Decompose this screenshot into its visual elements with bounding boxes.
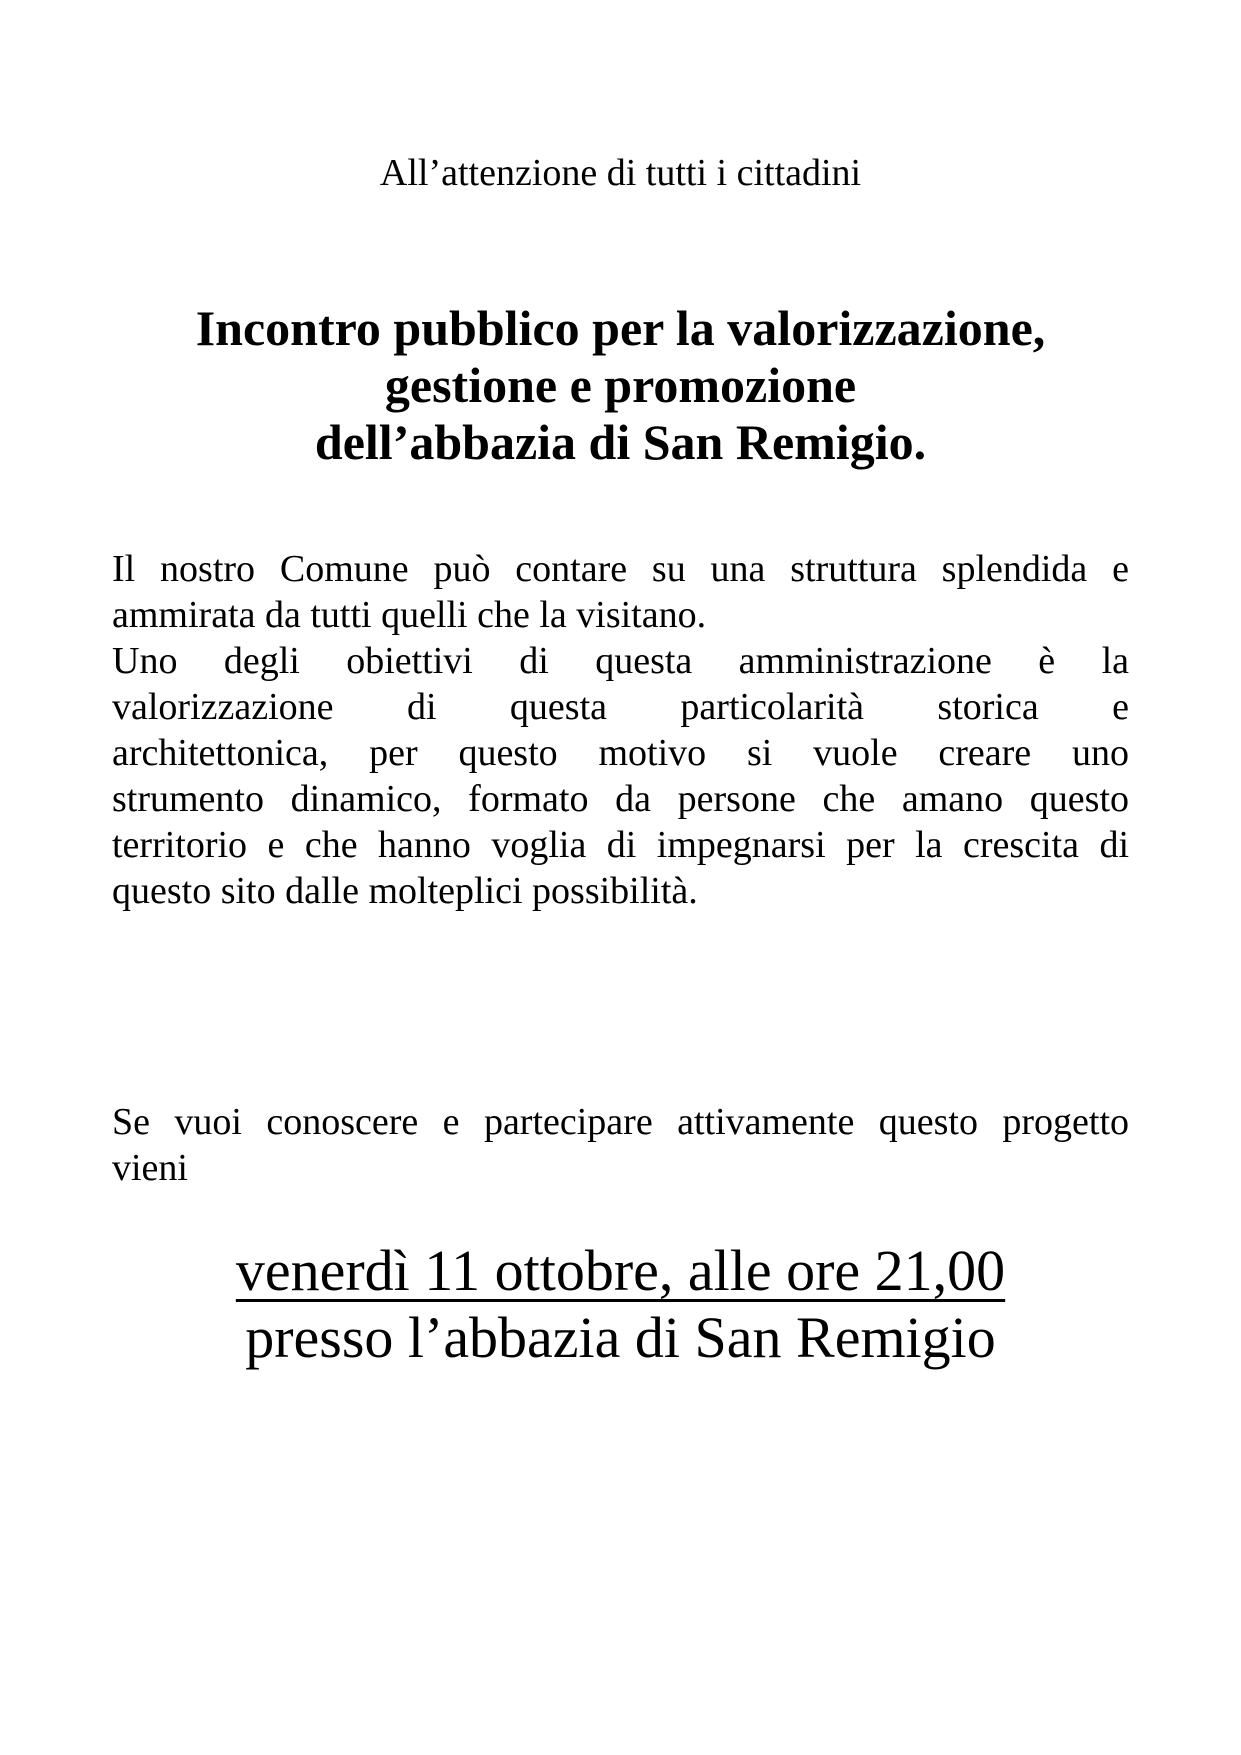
invitation-paragraph-line: Se vuoi conoscere e partecipare attivamente questo progetto bbox=[112, 1101, 1129, 1143]
goals-paragraph-line: valorizzazione di questa particolarità storica e bbox=[112, 686, 1129, 728]
attention-line: All’attenzione di tutti i cittadini bbox=[379, 152, 862, 194]
intro-paragraph-line: Il nostro Comune può contare su una struttura splendida e bbox=[112, 548, 1129, 590]
goals-paragraph-line: architettonica, per questo motivo si vuole creare uno bbox=[112, 732, 1129, 774]
invitation-paragraph-last-line: vieni bbox=[112, 1147, 188, 1189]
goals-paragraph-line: territorio e che hanno voglia di impegnarsi per la crescita di bbox=[112, 824, 1129, 866]
goals-paragraph-last-line: questo sito dalle molteplici possibilità. bbox=[112, 870, 698, 912]
notice-title-line-2: gestione e promozione bbox=[384, 357, 857, 413]
goals-paragraph-line: strumento dinamico, formato da persone che amano questo bbox=[112, 778, 1129, 820]
intro-paragraph-last-line: ammirata da tutti quelli che la visitano. bbox=[112, 594, 707, 636]
goals-paragraph-line: Uno degli obiettivi di questa amministrazione è la bbox=[112, 640, 1129, 682]
event-date-line: venerdì 11 ottobre, alle ore 21,00 bbox=[235, 1238, 1006, 1303]
event-place-line: presso l’abbazia di San Remigio bbox=[245, 1305, 996, 1370]
event-details bbox=[112, 1237, 1129, 1371]
notice-title-line-3: dell’abbazia di San Remigio. bbox=[314, 414, 927, 470]
notice-title bbox=[112, 300, 1129, 471]
notice-title-line-1: Incontro pubblico per la valorizzazione, bbox=[195, 300, 1046, 356]
goals-paragraph bbox=[112, 638, 1129, 914]
invitation-paragraph bbox=[112, 1099, 1129, 1191]
intro-paragraph bbox=[112, 546, 1129, 638]
